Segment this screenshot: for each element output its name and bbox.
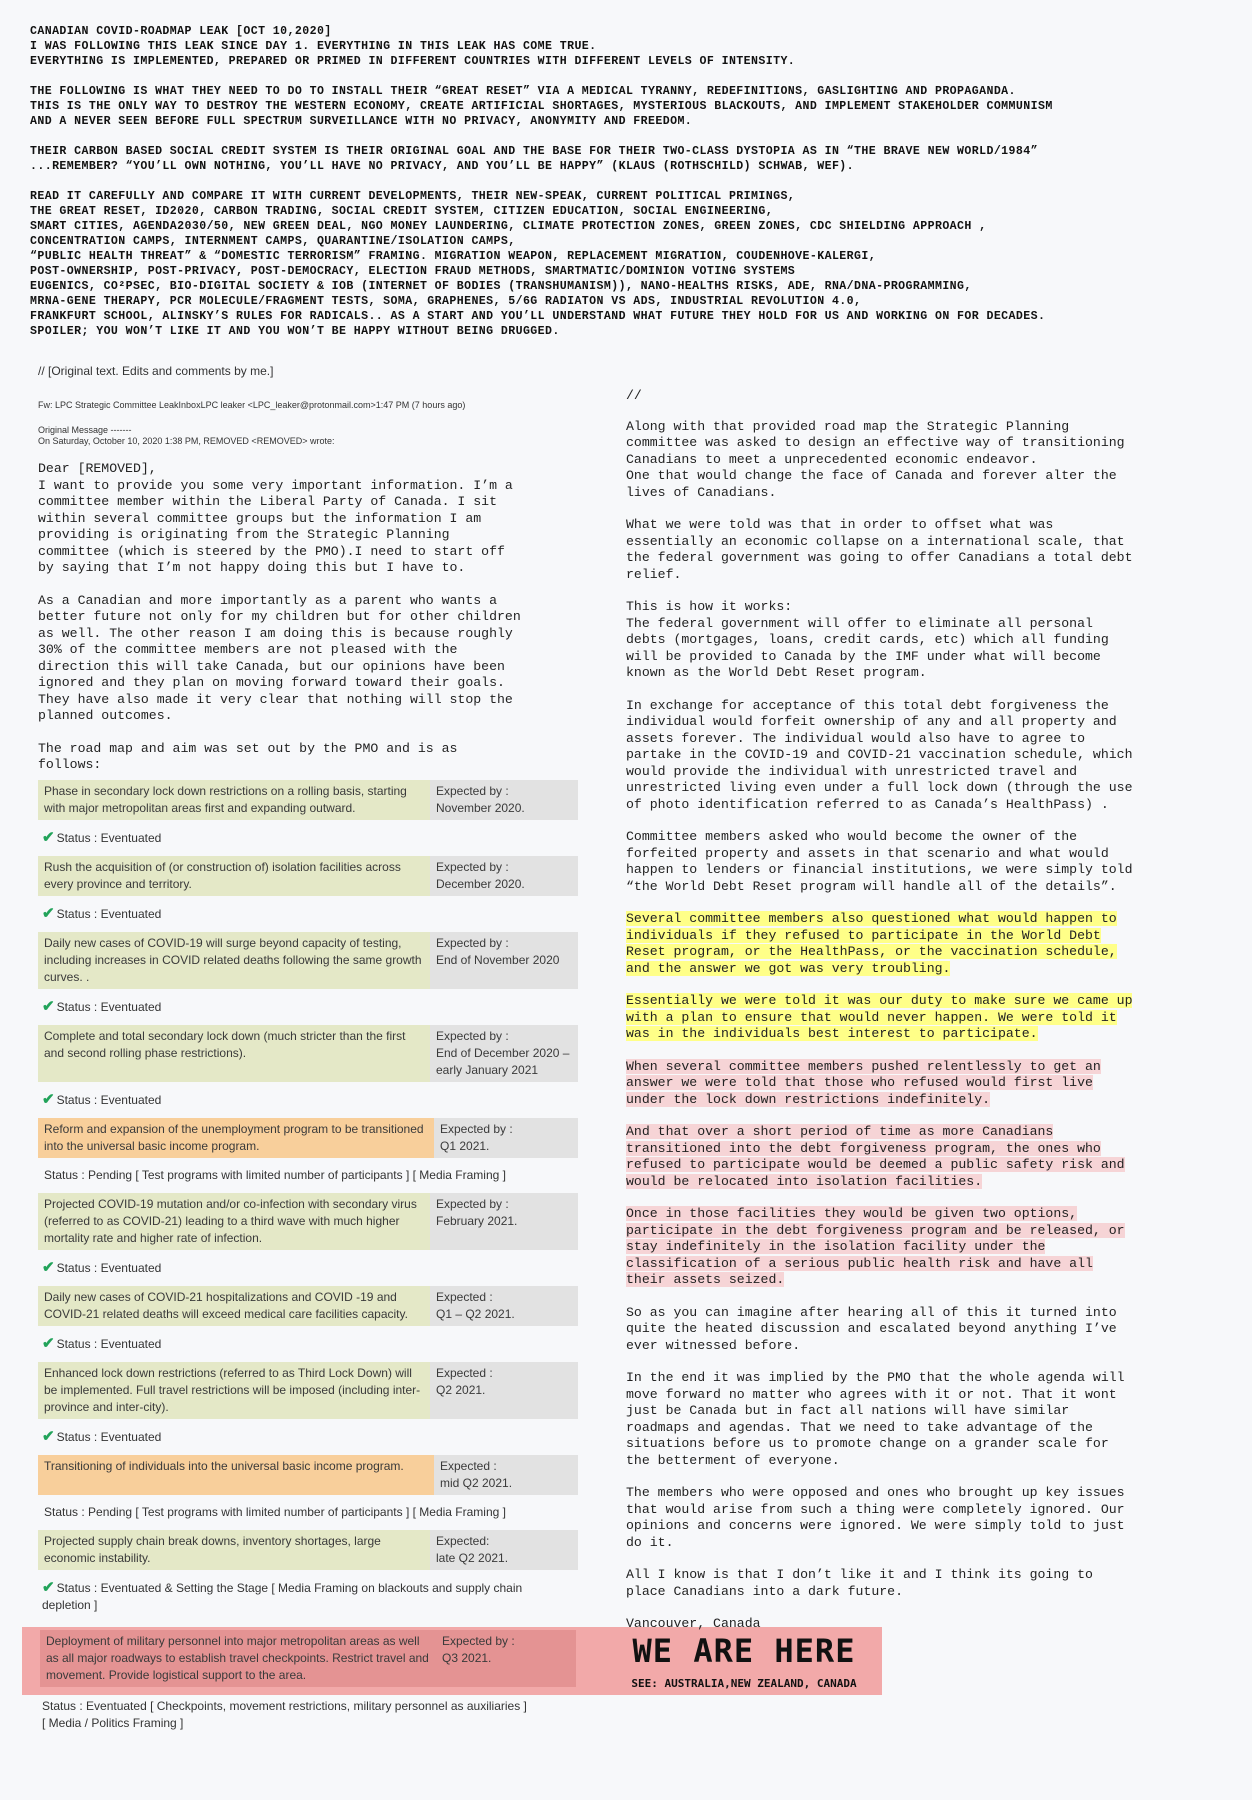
roadmap-item-description: Enhanced lock down restrictions (referred to as Third Lock Down) will be implemented. Full travel restrictions will be imposed (including inter-province and inter-city).	[38, 1362, 430, 1419]
roadmap-item-description: Complete and total secondary lock down (much stricter than the first and second rolling phase restrictions).	[38, 1025, 430, 1082]
roadmap-item-description: Daily new cases of COVID-19 will surge beyond capacity of testing, including increases in COVID related deaths following the same growth curves. .	[38, 932, 430, 989]
left-column	[38, 364, 578, 1623]
checkmark-icon: ✔	[42, 1258, 55, 1276]
status-text: Status : Eventuated	[56, 906, 162, 921]
roadmap-item-status	[38, 820, 578, 856]
right-paragraph-4: In exchange for acceptance of this total debt forgiveness the individual would forfeit ownership of any and all property and assets forever. The individual would also have to agree to partake in the COVID-19 and COVID-21 vaccination schedule, which would provide the individual with unrestricted travel and unrestricted living even under a full lock down (through the use of photo identification referred to as Canada’s HealthPass) .	[626, 697, 1133, 812]
right-paragraph-10-highlighted	[626, 1206, 1186, 1289]
roadmap-item-status	[38, 1419, 578, 1455]
status-text: Status : Eventuated	[56, 830, 162, 845]
highlight-pink-1: When several committee members pushed relentlessly to get an answer we were told that those who refused would first live under the lock down restrictions indefinitely.	[626, 1058, 1101, 1107]
roadmap-item-expected: Expected by : Q1 2021.	[434, 1118, 578, 1158]
roadmap-item-status	[38, 1082, 578, 1118]
final-item-status: Status : Eventuated [ Checkpoints, movement restrictions, military personnel as auxiliaries ] [ Media / Politics Framing ]	[42, 1699, 527, 1730]
highlight-pink-3: Once in those facilities they would be given two options, participate in the debt forgiveness program and be released, or stay indefinitely in the isolation facility under the classification of a serious public health risk and have all their assets seized.	[626, 1206, 1125, 1287]
checkmark-icon: ✔	[42, 904, 55, 922]
checkmark-icon: ✔	[42, 1334, 55, 1352]
right-paragraph-13: The members who were opposed and ones who brought up key issues that would arise from such a thing were completely ignored. Our opinions and concerns were ignored. We were simply told to just do it.	[626, 1485, 1125, 1550]
header-paragraph-3: THEIR CARBON BASED SOCIAL CREDIT SYSTEM IS THEIR ORIGINAL GOAL AND THE BASE FOR THEIR TWO-CLASS DYSTOPIA AS IN “THE BRAVE NEW WORLD/1984” ...REMEMBER? “YOU’LL OWN NOTHING, YOU’LL HAVE NO PRIVACY, AND YOU’LL BE HAPPY” (KLAUS (ROTHSCHILD) SCHWAB, WEF).	[30, 145, 1038, 173]
editor-comment: // [Original text. Edits and comments by me.]	[38, 364, 274, 378]
roadmap-item-status	[38, 989, 578, 1025]
final-item-expected: Expected by : Q3 2021.	[436, 1630, 576, 1687]
roadmap-item-status	[38, 1570, 578, 1623]
checkmark-icon: ✔	[42, 828, 55, 846]
right-paragraph-2: What we were told was that in order to offset what was essentially an economic collapse on a international scale, that the federal government was going to offer Canadians a total debt relief.	[626, 517, 1133, 582]
header-paragraph-2: THE FOLLOWING IS WHAT THEY NEED TO DO TO INSTALL THEIR “GREAT RESET” VIA A MEDICAL TYRANNY, REDEFINITIONS, GASLIGHTING AND PROPAGANDA. THIS IS THE ONLY WAY TO DESTROY THE WESTERN ECONOMY, CREATE ARTIFICIAL SHORTAGES, MYSTERIOUS BLACKOUTS, AND IMPLEMENT STAKEHOLDER COMMUNISM AND A NEVER SEEN BEFORE FULL SPECTRUM SURVEILLANCE WITH NO PRIVACY, ANONYMITY AND FREEDOM.	[30, 85, 1053, 128]
roadmap-item	[38, 1118, 578, 1158]
forward-line: Fw: LPC Strategic Committee LeakInboxLPC leaker <LPC_leaker@protonmail.com>1:47 PM (7 hours ago)	[38, 400, 466, 410]
header-paragraph-1: CANADIAN COVID-ROADMAP LEAK [OCT 10,2020] I WAS FOLLOWING THIS LEAK SINCE DAY 1. EVERYTHING IN THIS LEAK HAS COME TRUE. EVERYTHING IS IMPLEMENTED, PREPARED OR PRIMED IN DIFFERENT COUNTRIES WITH DIFFERENT LEVELS OF INTENSITY.	[30, 25, 796, 68]
status-text: Status : Pending [ Test programs with limited number of participants ] [ Media Framing ]	[44, 1167, 506, 1182]
right-paragraph-11: So as you can imagine after hearing all of this it turned into quite the heated discussion and escalated beyond anything I’ve ever witnessed before.	[626, 1304, 1117, 1353]
roadmap-item-description: Reform and expansion of the unemployment program to be transitioned into the universal basic income program.	[38, 1118, 434, 1158]
roadmap-item-expected: Expected : mid Q2 2021.	[434, 1455, 578, 1495]
roadmap-item	[38, 780, 578, 820]
roadmap-item-description: Rush the acquisition of (or construction of) isolation facilities across every province and territory.	[38, 856, 430, 896]
letter-paragraph-2: As a Canadian and more importantly as a parent who wants a better future not only for my children but for other children as well. The other reason I am doing this is because roughly 30% of the committee members are not pleased with the direction this will take Canada, but our opinions have been ignored and they plan on moving forward toward their goals. They have also made it very clear that nothing will stop the planned outcomes.	[38, 592, 521, 723]
roadmap-item-expected: Expected : Q2 2021.	[430, 1362, 578, 1419]
final-roadmap-item	[40, 1630, 576, 1687]
roadmap-item-description: Phase in secondary lock down restrictions on a rolling basis, starting with major metropolitan areas first and expanding outward.	[38, 780, 430, 820]
roadmap-item	[38, 1193, 578, 1250]
roadmap-item-status	[38, 1495, 578, 1530]
roadmap-item	[38, 932, 578, 989]
right-paragraph-7-highlighted	[626, 993, 1186, 1043]
roadmap-item-expected: Expected : Q1 – Q2 2021.	[430, 1286, 578, 1326]
roadmap-item	[38, 1286, 578, 1326]
right-paragraph-1: Along with that provided road map the Strategic Planning committee was asked to design an effective way of transitioning Canadians to meet a unprecedented economic endeavor. One that would change the face of Canada and forever alter the lives of Canadians.	[626, 418, 1125, 500]
banner-subtitle: SEE: AUSTRALIA,NEW ZEALAND, CANADA	[631, 1677, 857, 1690]
checkmark-icon: ✔	[42, 1090, 55, 1108]
roadmap-item-expected: Expected by : November 2020.	[430, 780, 578, 820]
checkmark-icon: ✔	[42, 1578, 55, 1596]
status-text: Status : Eventuated & Setting the Stage [ Media Framing on blackouts and supply chain depletion ]	[42, 1580, 523, 1612]
roadmap-item-description: Projected supply chain break downs, inventory shortages, large economic instability.	[38, 1530, 430, 1570]
roadmap-item	[38, 1362, 578, 1419]
highlight-pink-2: And that over a short period of time as more Canadians transitioned into the debt forgiveness program, the ones who refused to participate would be deemed a public safety risk and would be relocated into isolation facilities.	[626, 1124, 1125, 1189]
status-text: Status : Eventuated	[56, 1429, 162, 1444]
original-message-line: Original Message -------	[38, 425, 132, 435]
roadmap-item-expected: Expected by : End of November 2020	[430, 932, 578, 989]
roadmap-item-description: Transitioning of individuals into the universal basic income program.	[38, 1455, 434, 1495]
status-text: Status : Eventuated	[56, 1092, 162, 1107]
roadmap-item-description: Daily new cases of COVID-21 hospitalizations and COVID -19 and COVID-21 related deaths will exceed medical care facilities capacity.	[38, 1286, 430, 1326]
checkmark-icon: ✔	[42, 997, 55, 1015]
right-paragraph-3: This is how it works: The federal government will offer to eliminate all personal debts (mortgages, loans, credit cards, etc) which all funding will be provided to Canada by the IMF under what will become known as the World Debt Reset program.	[626, 599, 1109, 680]
roadmap-item-expected: Expected by : End of December 2020 – early January 2021	[430, 1025, 578, 1082]
status-text: Status : Eventuated	[56, 999, 162, 1014]
roadmap-item-expected: Expected by : December 2020.	[430, 856, 578, 896]
header-paragraph-4: READ IT CAREFULLY AND COMPARE IT WITH CURRENT DEVELOPMENTS, THEIR NEW-SPEAK, CURRENT POLITICAL PRIMINGS, THE GREAT RESET, ID2020, CARBON TRADING, SOCIAL CREDIT SYSTEM, CITIZEN EDUCATION, SOCIAL ENGINEERING, SMART CITIES, AGENDA2030/50, NEW GREEN DEAL, NGO MONEY LAUNDERING, CLIMATE PROTECTION ZONES, GREEN ZONES, CDC SHIELDING APPROACH , CONCENTRATION CAMPS, INTERNMENT CAMPS, QUARANTINE/ISOLATION CAMPS, “PUBLIC HEALTH THREAT” & “DOMESTIC TERRORISM” FRAMING. MIGRATION WEAPON, REPLACEMENT MIGRATION, COUDENHOVE-KALERGI, POST-OWNERSHIP, POST-PRIVACY, POST-DEMOCRACY, ELECTION FRAUD METHODS, SMARTMATIC/DOMINION VOTING SYSTEMS EUGENICS, CO²PSEC, BIO-DIGITAL SOCIETY & IOB (INTERNET OF BODIES (TRANSHUMANISM)), NANO-HEALTHS RISKS, ADE, RNA/DNA-PROGRAMMING, MRNA-GENE THERAPY, PCR MOLECULE/FRAGMENT TESTS, SOMA, GRAPHENES, 5/6G RADIATON VS ADS, INDUSTRIAL REVOLUTION 4.0, FRANKFURT SCHOOL, ALINSKY’S RULES FOR RADICALS.. AS A START AND YOU’LL UNDERSTAND WHAT FUTURE THEY HOLD FOR US AND WORKING ON FOR DECADES. SPOILER; YOU WON’T LIKE IT AND YOU WON’T BE HAPPY WITHOUT BEING DRUGGED.	[30, 190, 1046, 338]
highlight-yellow-1: Several committee members also questioned what would happen to individuals if they refused to participate in the World Debt Reset program, or the HealthPass, or the vaccination schedule, and the answer we got was very troubling.	[626, 911, 1117, 976]
roadmap-item-status	[38, 1326, 578, 1362]
status-text: Status : Eventuated	[56, 1336, 162, 1351]
right-paragraph-8-highlighted	[626, 1059, 1186, 1109]
checkmark-icon: ✔	[42, 1427, 55, 1445]
roadmap-item	[38, 1455, 578, 1495]
final-item-description: Deployment of military personnel into major metropolitan areas as well as all major roadways to establish travel checkpoints. Restrict travel and movement. Provide logistical support to the area.	[40, 1630, 436, 1687]
roadmap-item-expected: Expected: late Q2 2021.	[430, 1530, 578, 1570]
roadmap-item-description: Projected COVID-19 mutation and/or co-infection with secondary virus (referred to as COVID-21) leading to a third wave with much higher mortality rate and higher rate of infection.	[38, 1193, 430, 1250]
letter-paragraph-3: The road map and aim was set out by the PMO and is as follows:	[38, 740, 458, 772]
roadmap-item	[38, 1530, 578, 1570]
leak-header	[30, 24, 1230, 354]
right-paragraph-5: Committee members asked who would become the owner of the forfeited property and assets in that scenario and what would happen to lenders or financial institutions, we were simply told “the World Debt Reset program will handle all of the details”.	[626, 829, 1133, 894]
right-paragraph-6-highlighted	[626, 911, 1186, 977]
roadmap-item-status	[38, 1158, 578, 1193]
right-paragraph-12: In the end it was implied by the PMO that the whole agenda will move forward no matter who agrees with it or not. That it wont just be Canada but in fact all nations will have similar roadmaps and agendas. That we need to take advantage of the situations before us to promote change on a grander scale for the betterment of everyone.	[626, 1370, 1125, 1468]
roadmap-item	[38, 856, 578, 896]
letter-paragraph-1: Dear [REMOVED], I want to provide you some very important information. I’m a committee member within the Liberal Party of Canada. I sit within several committee groups but the information I am providing is originating from the Strategic Planning committee (which is steered by the PMO).I need to start off by saying that I’m not happy doing this but I have to.	[38, 461, 513, 575]
roadmap-item-status	[38, 1250, 578, 1286]
roadmap-item-status	[38, 896, 578, 932]
banner-title: WE ARE HERE	[632, 1632, 856, 1670]
roadmap-list	[38, 780, 578, 1623]
highlight-yellow-2: Essentially we were told it was our duty to make sure we came up with a plan to ensure that would never happen. We were told it was in the individuals best interest to participate.	[626, 993, 1133, 1041]
right-paragraph-15: Vancouver, Canada	[626, 1616, 761, 1631]
status-text: Status : Pending [ Test programs with limited number of participants ] [ Media Framing ]	[44, 1504, 506, 1519]
right-paragraph-9-highlighted	[626, 1124, 1186, 1190]
right-slashes: //	[626, 388, 642, 403]
right-column	[626, 388, 1186, 1649]
roadmap-item-expected: Expected by : February 2021.	[430, 1193, 578, 1250]
roadmap-item	[38, 1025, 578, 1082]
status-text: Status : Eventuated	[56, 1260, 162, 1275]
right-paragraph-14: All I know is that I don’t like it and I think its going to place Canadians into a dark future.	[626, 1567, 1093, 1599]
original-date-line: On Saturday, October 10, 2020 1:38 PM, REMOVED <REMOVED> wrote:	[38, 436, 335, 446]
